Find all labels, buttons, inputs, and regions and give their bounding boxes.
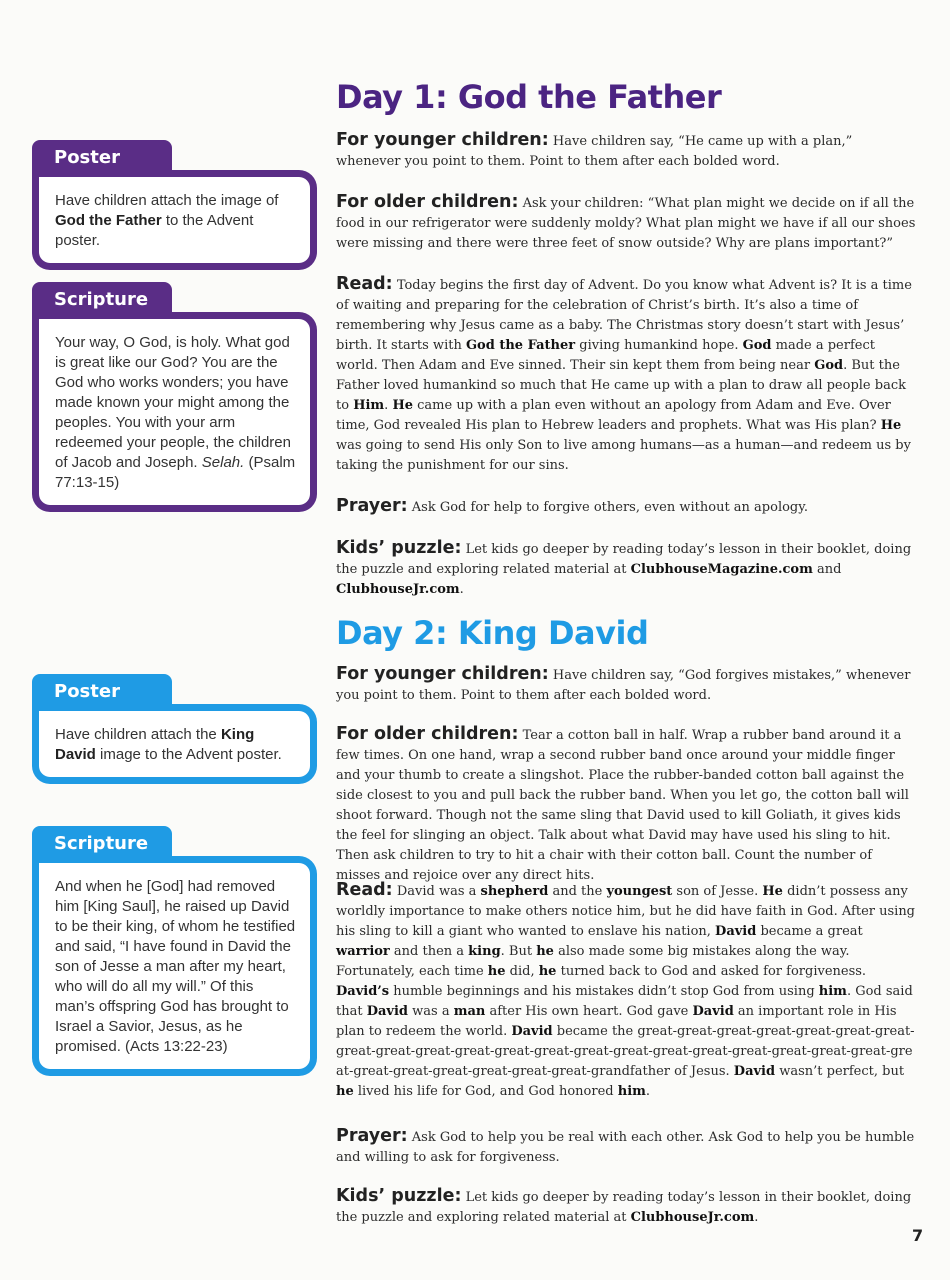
clubhouse-jr-link: ClubhouseJr.com xyxy=(336,582,460,597)
day1-older: For older children: Ask your children: “What plan might we decide on if all the food in our refrigerator were suddenly moldy? What plan might we have if all our shoes were missing and there were three feet of snow outside? Why are plans important?” xyxy=(336,192,916,251)
day2-older: For older children: Tear a cotton ball in half. Wrap a rubber band around it a few times. On one hand, wrap a second rubber band once around your middle finger and your thumb to create a slingshot. Place the rubber-banded cotton ball against the side closest to you and pull back the rubber band. When you let go, the cotton ball will shoot forward. Though not the same sling that David used to kill Goliath, it gives kids the feel for slinging an object. Talk about what David may have used his sling to hit. Then ask children to try to hit a chair with their cotton ball. Count the number of misses and rejoice over any direct hits. xyxy=(336,724,909,883)
clubhouse-jr-link: ClubhouseJr.com xyxy=(630,1210,755,1225)
day1-prayer: Prayer: Ask God for help to forgive others, even without an apology. xyxy=(336,496,809,516)
day2-title: Day 2: King David xyxy=(336,614,649,652)
day1-read: Read: Today begins the first day of Advent. Do you know what Advent is? It is a time of waiting and preparing for the celebration of Christ’s birth. It’s also a time of remembering why Jesus came as a baby. The Christmas story doesn’t start with Jesus’ birth. It starts with God the Father giving humankind hope. God made a perfect world. Then Adam and Eve sinned. Their sin kept them from being near God. But the Father loved humankind so much that He came up with a plan to draw all people back to Him. He came up with a plan even without an apology from Adam and Eve. Over time, God revealed His plan to Hebrew leaders and prophets. What was His plan? He was going to send His only Son to live among humans—as a human—and redeem us by taking the punishment for our sins. xyxy=(336,274,912,473)
day1-title: Day 1: God the Father xyxy=(336,78,722,116)
day2-scripture-box xyxy=(32,826,317,1076)
day2-younger: For younger children: Have children say, “God forgives mistakes,” whenever you point to them. Point to them after each bolded word. xyxy=(336,664,911,703)
day2-poster-box xyxy=(32,674,317,784)
day2-puzzle: Kids’ puzzle: Let kids go deeper by reading today’s lesson in their booklet, doing the puzzle and exploring related material at ClubhouseJr.com. xyxy=(336,1186,912,1225)
page-number: 7 xyxy=(912,1226,924,1245)
scripture-tab: Scripture xyxy=(32,826,172,860)
day2-prayer: Prayer: Ask God to help you be real with each other. Ask God to help you be humble and willing to ask for forgiveness. xyxy=(336,1126,915,1165)
day1-poster-box xyxy=(32,140,317,270)
poster-tab: Poster xyxy=(32,674,172,708)
scripture-panel: Your way, O God, is holy. What god is great like our God? You are the God who works wonders; you have made known your might among the peoples. You with your arm redeemed your people, the children of Jacob and Joseph. Selah. (Psalm 77:13-15) xyxy=(32,312,317,512)
day1-scripture-box xyxy=(32,282,317,512)
day1-section xyxy=(336,78,916,116)
day1-younger: For younger children: Have children say, “He came up with a plan,” whenever you point to them. Point to them after each bolded word. xyxy=(336,130,853,169)
day2-read: Read: David was a shepherd and the youngest son of Jesse. He didn’t possess any worldly importance to make others notice him, but he did have faith in God. After using his sling to kill a giant who wanted to enslave his nation, David became a great warrior and then a king. But he also made some big mistakes along the way. Fortunately, each time he did, he turned back to God and asked for forgiveness. David’s humble beginnings and his mistakes didn’t stop God from using him. God said that David was a man after His own heart. God gave David an important role in His plan to redeem the world. David became the great-great-great-great-great-great-great-great-great-great-great-great-great-great-great-great-great-great-great-great-great-great-great-great-great-great-great-great-grandfather of Jesus. David wasn’t perfect, but he lived his life for God, and God honored him. xyxy=(336,880,916,1099)
poster-panel: Have children attach the image of God the Father to the Advent poster. xyxy=(32,170,317,270)
clubhouse-magazine-link: ClubhouseMagazine.com xyxy=(630,562,813,577)
scripture-tab: Scripture xyxy=(32,282,172,316)
poster-panel: Have children attach the King David image to the Advent poster. xyxy=(32,704,317,784)
poster-tab: Poster xyxy=(32,140,172,174)
day1-puzzle: Kids’ puzzle: Let kids go deeper by reading today’s lesson in their booklet, doing the puzzle and exploring related material at ClubhouseMagazine.com and ClubhouseJr.com. xyxy=(336,538,912,597)
day2-section xyxy=(336,614,916,652)
scripture-panel: And when he [God] had removed him [King Saul], he raised up David to be their king, of whom he testified and said, “I have found in David the son of Jesse a man after my heart, who will do all my will.” Of this man’s offspring God has brought to Israel a Savior, Jesus, as he promised. (Acts 13:22-23) xyxy=(32,856,317,1076)
